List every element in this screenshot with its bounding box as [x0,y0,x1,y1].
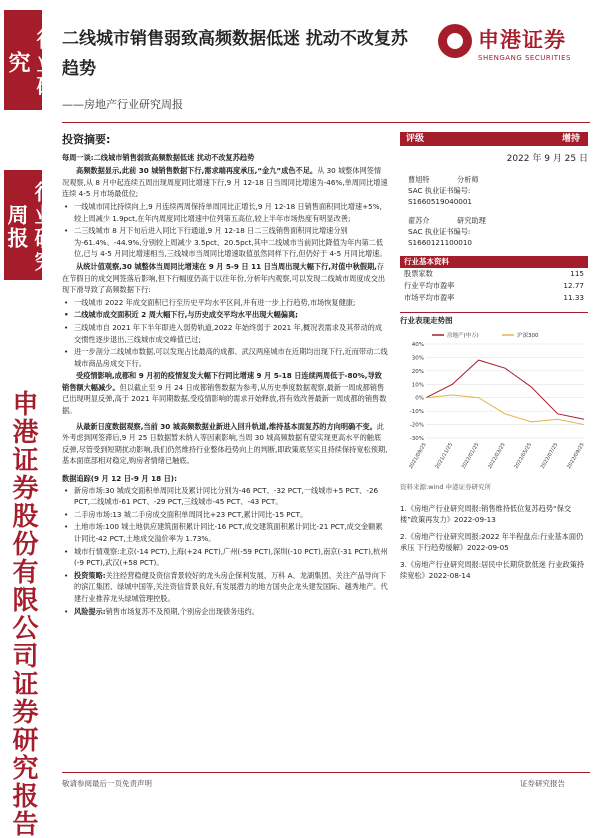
related-report-item[interactable]: 3.《房地产行业研究周报:居民中长期贷款低迷 行业政策持续宽松》2022-08-14 [400,560,585,580]
footer-disclaimer: 敬请参阅最后一页免责声明 [62,779,152,788]
right-column [400,132,588,587]
weekly-head: 每周一谈:二线城市销售弱致高频数据低迷 扰动不改复苏趋势 [62,152,255,162]
footer-label: 证券研究报告 [520,779,565,788]
y-tick-label: -30% [409,436,424,442]
related-report-item[interactable]: 2.《房地产行业研究周报:2022 年半程盘点:行业基本面仍承压 下行趋势缓解》2022-09-05 [400,532,584,552]
series-line [426,395,584,425]
y-tick-label: 30% [411,355,424,362]
data-tracking-head: 数据追踪(9 月 12 日-9 月 18 日): [62,474,177,484]
legend-label: 沪深300 [517,333,539,339]
report-title: 二线城市销售弱致高频数据低迷 扰动不改复苏趋势 [62,29,408,79]
x-tick-label: 2022/09/25 [566,442,586,470]
performance-chart [400,328,588,478]
list-item: • 一线城市同比持续向上,9 月连续两周保持单周同比正增长,9 月 12-18 日销售面积同比增速+5%,较上周减少 1.9pct,在年内周度同比增速中位列第五高位,较上半年市场热度有明显改善; [62,201,388,224]
x-tick-label: 2022/07/25 [539,442,560,470]
y-tick-label: -20% [409,422,424,429]
analyst-block: 曹旭特 分析师 SAC 执业证书编号: S1660519040001 [408,175,479,206]
list-item: • 二三线城市 8 月下旬后进入同比下行通道,9 月 12-18 日二三线销售面积同比增速分别为-61.4%、-44.9%,分别较上周减少 3.5pct、20.5pct,其中二线城市当前同比降值为年内第二低位,已与 4-5 月同比增速相当,三线城市当周同比增速取值虽然同样下行,但仍好于 4-5 月同比增速。 [62,225,388,260]
list-item: • 二手房市场:13 城二手房成交面积单周同比+23 PCT,累计同比-15 PCT。 [62,509,388,521]
paragraph: 从统计值观察,30 城整体当周同比增速在 9 月 5-9 日 11 日当周出现大幅下行,对值中秋假期,存在节假日的成交网签落后影响,但下行幅度仍高于以往年份,分析年内观察,可以发现二线城市周度成交出现下滑导致了高频数据下行: [62,261,386,295]
logo-name-en: SHENGANG SECURITIES [478,54,571,62]
chart-source: 资料来源:wind 申港证券研究所 [400,483,492,491]
y-tick-label: 40% [411,342,424,348]
related-reports [400,503,588,581]
y-tick-label: 10% [411,382,424,389]
list-item: • 一线城市 2022 年成交面积已行至历史平均水平区间,并有进一步上行趋势,市场恢复健康; [62,297,388,309]
y-tick-label: 0% [415,395,424,402]
basic-info-row: 行业平均市盈率 12.77 [404,281,584,290]
chart-title: 行业表现走势图 [400,312,588,326]
x-tick-label: 2021/11/25 [434,442,455,470]
y-tick-label: -10% [409,409,424,416]
rating-value: 增持 [561,134,580,144]
paragraph: 高频数据显示,此前 30 城销售数据下行,需求端再度承压,“金九”成色不足。从 30 城整体网签情况观察,从 8 月中起连续五周出现周度同比增速下行,9 月 12-18 日当周同比增速为-46%,单周同比增速连续 4-5 月市场最低位; [62,166,388,199]
company-logo [438,24,588,74]
list-item: • 三线城市自 2021 年下半年即进入弱势轨道,2022 年始终弱于 2021 年,概况表需求及其带动的成交惯性逐步退出,三线城市成交峰值已过; [62,322,388,345]
list-item: • 新房市场:30 城成交面积单周同比及累计同比分别为-46 PCT、-32 PCT,一线城市+5 PCT、-26 PCT,二线城市-61 PCT、-29 PCT,三线城市-45 PCT、-43 PCT。 [62,485,388,508]
x-tick-label: 2022/03/25 [487,442,507,470]
logo-name-cn: 申港证券 [478,27,566,52]
basic-info-row: 股票家数 115 [404,269,584,278]
related-report-item[interactable]: 1.《房地产行业研究周报:销售维持低位复苏趋势“保交楼”政策再发力》2022-09-13 [400,504,572,524]
logo-mark-icon [438,24,472,58]
paragraph: 受疫情影响,成都和 9 月初的疫情复发大幅下行同比增速 9 月 5-18 日连续两周低于-80%,导致销售额大幅减少。但以截止至 9 月 24 日成都销售数据为参考,从历史季度数据观察,最新一周成都销售已出现明显反弹,高于 2021 年同期数据,受疫情影响的需求开始释放,将有效改善最新一周成都的销售数据。 [62,371,387,416]
rating-label: 评级 [406,134,425,144]
main-content [62,130,388,618]
rating-bar [400,132,588,146]
analyst-block: 翟苏介 研究助理 SAC 执业证书编号: S1660121100010 [408,216,486,247]
basic-info-title: 行业基本资料 [400,256,588,268]
legend-label: 房地产(申万) [447,333,479,339]
list-item: • 进一步剖分二线城市数据,可以发现占比最高的成都、武汉两座城市在近期均出现下行,近而带动二线城市商品房成交下行。 [62,346,388,369]
list-item: • 投资策略:关注经营稳健及资信背景较好的龙头房企保利发展、万科 A、龙湖集团。关注产品导向下的滨江集团、绿城中国等,关注资信背景良好,有发展潜力的地方国央企龙头建发国际、越秀地产。代建行业推荐龙头绿城管理控股。 [62,570,388,605]
x-tick-label: 2022/05/25 [513,442,534,470]
sidebar-report-type-badge: 行业研究周报 [4,170,42,280]
list-item: • 城市行情观察:北京(-14 PCT),上海(+24 PCT),广州(-59 PCT),深圳(-10 PCT),南京(-31 PCT),杭州(-9 PCT),武汉(+58 PCT)。 [62,546,388,569]
section-title: 投资摘要: [62,133,111,146]
x-tick-label: 2021/09/25 [408,442,428,470]
sidebar [0,0,59,838]
footer-divider [62,772,590,773]
header-divider [62,122,590,123]
list-item: • 土地市场:100 城土地供应建筑面积累计同比-16 PCT,成交建筑面积累计同比-21 PCT,成交金额累计同比-42 PCT,土地成交溢价率为 1.73%。 [62,521,388,544]
report-subtitle: ——房地产行业研究周报 [62,98,183,111]
paragraph: 从最新日度数据观察,当前 30 城高频数据业新进入回升轨道,维持基本面复苏的方向明确不变。此外考虑到网签滞后,9 月 25 日数据暂未纳入等因素影响,当周 30 城高频数据有望实现更高水平的触底反弹,尽管受到短期扰动影响,我们仍然维持行业整体趋势向上的判断,即政策底坚实且持续保持宽松预期,基本面底部相对稳定,购房者情绪已触底。 [62,421,388,466]
x-tick-label: 2022/01/25 [460,442,481,470]
series-line [426,360,584,419]
sidebar-company-text: 申港证券股份有限公司证券研究报告 [8,390,38,838]
list-item: • 二线城市成交面积近 2 周大幅下行,与历史成交平均水平出现大幅偏离; [62,309,388,321]
sidebar-category-badge: 行业研究 [4,10,42,110]
list-item: • 风险提示:销售市场复苏不及预期,个别房企出现债务违约。 [62,606,388,618]
report-date: 2022 年 9 月 25 日 [506,154,588,164]
basic-info-row: 市场平均市盈率 11.33 [404,293,584,302]
y-tick-label: 20% [411,368,424,375]
